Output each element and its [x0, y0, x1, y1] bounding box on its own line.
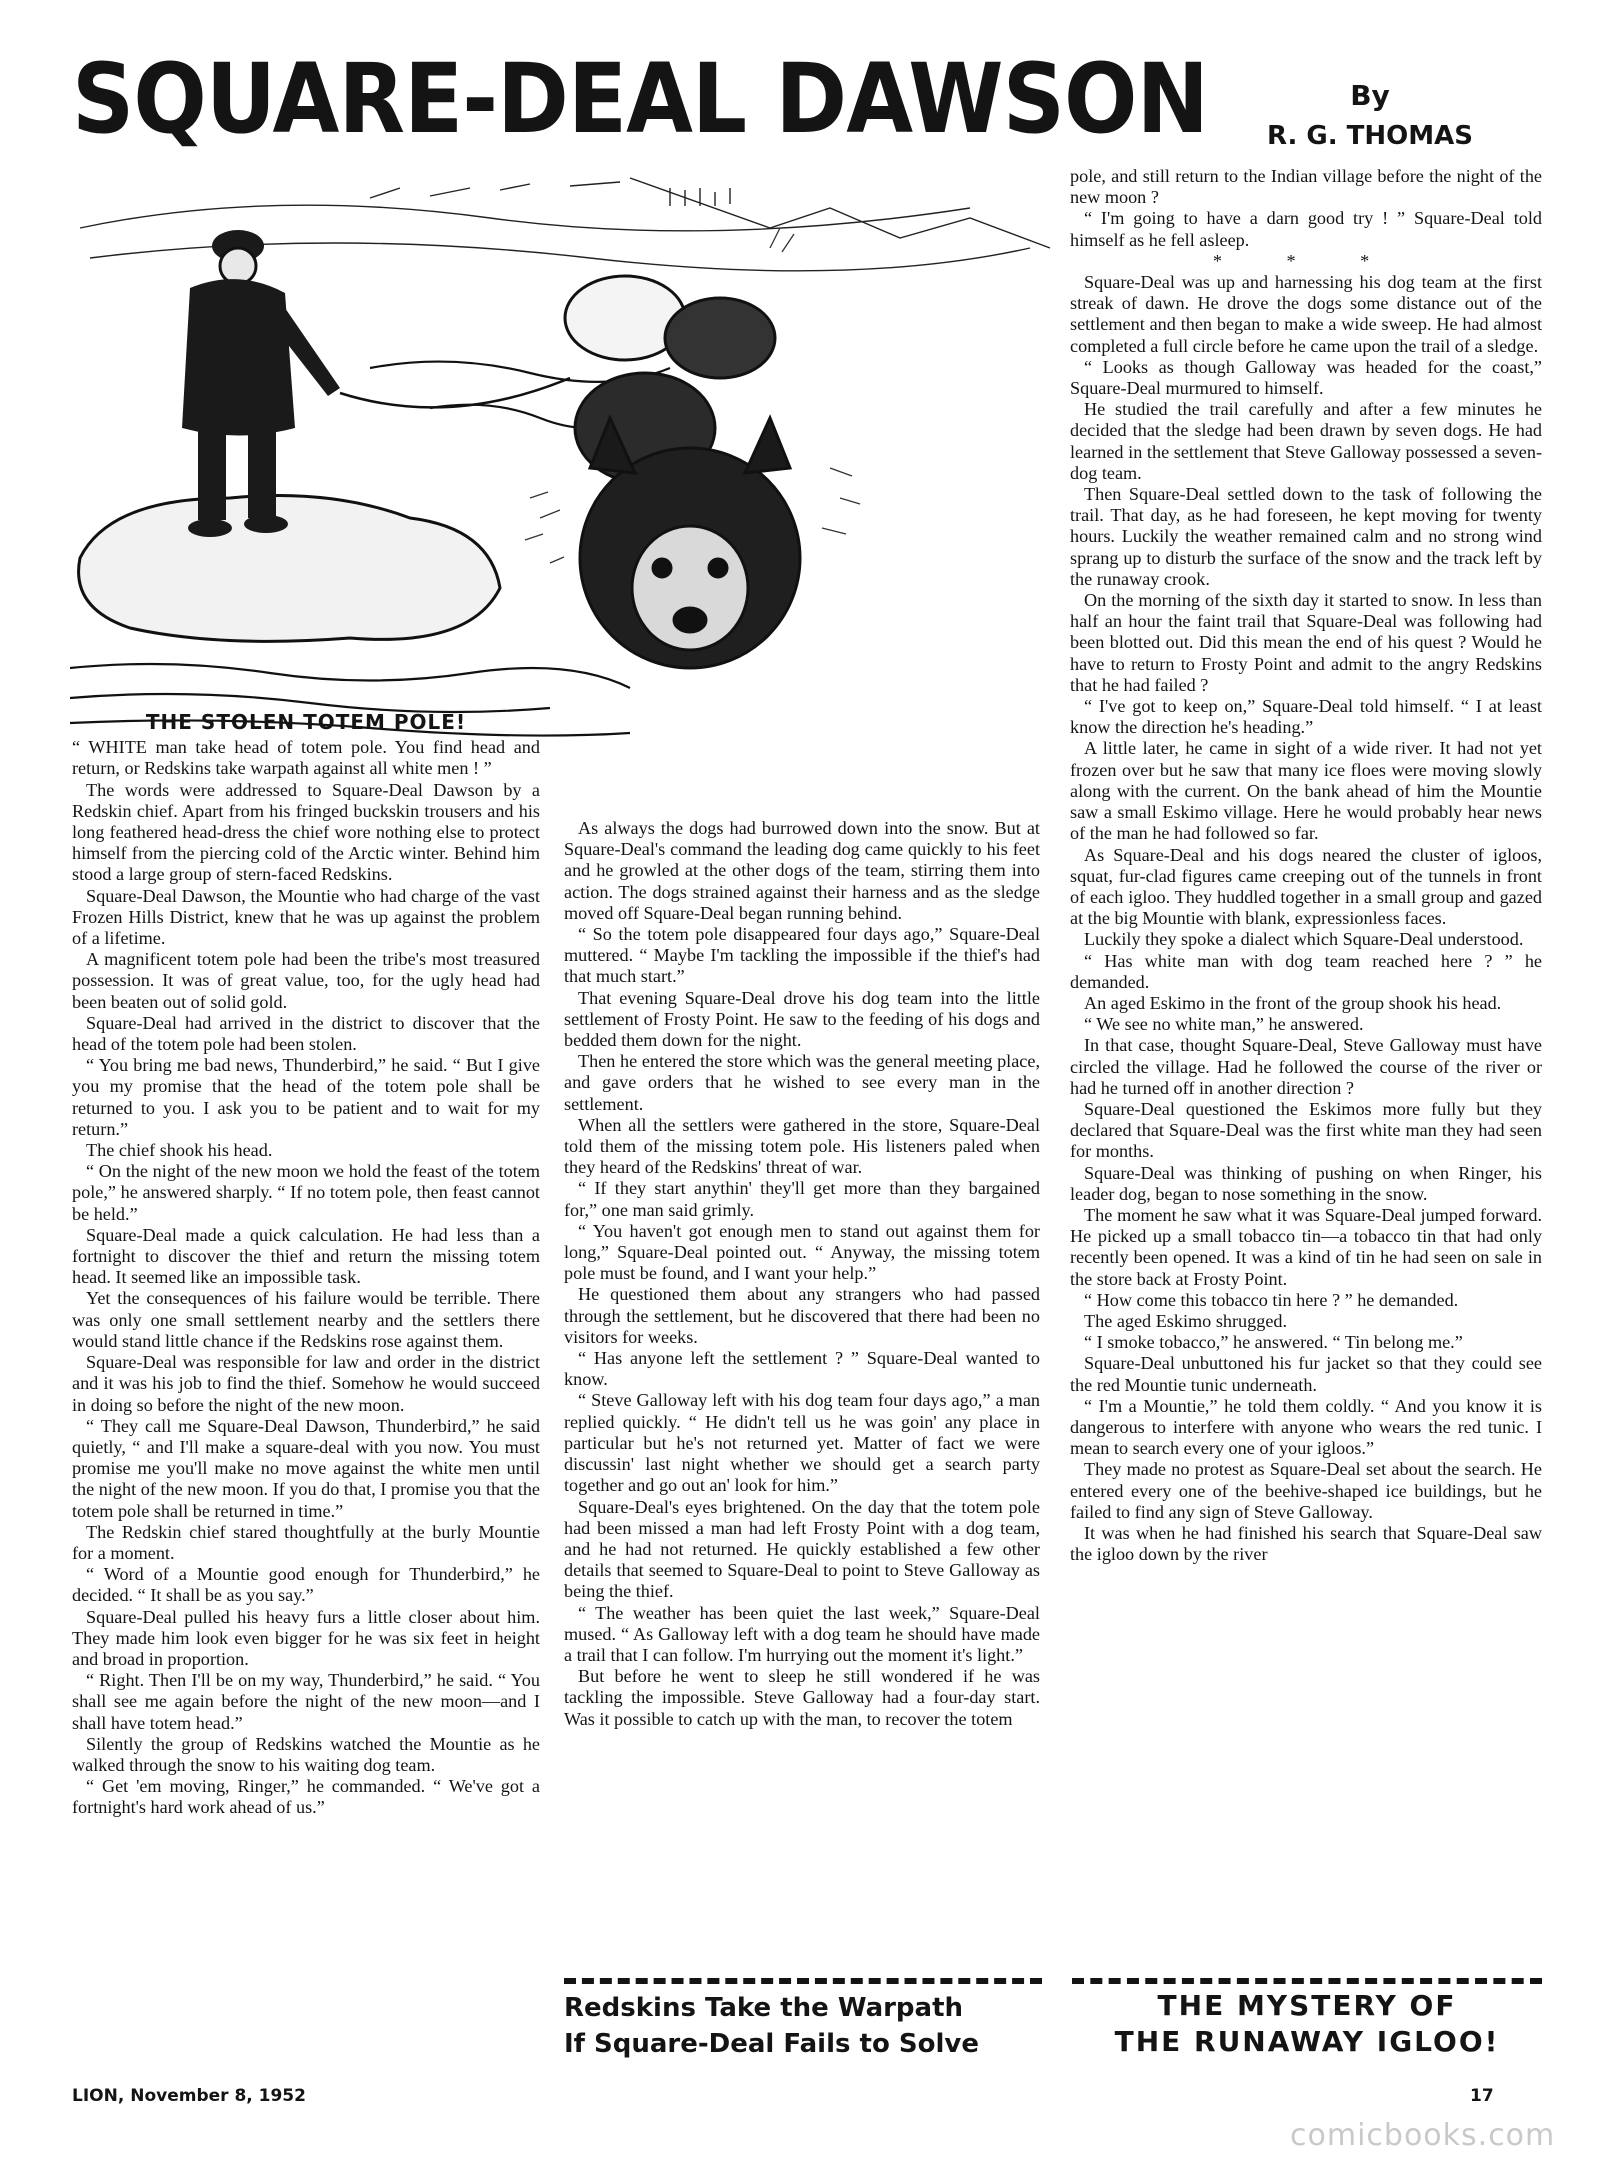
story-paragraph: “ They call me Square-Deal Dawson, Thunderbird,” he said quietly, “ and I'll make a square-deal with you now. You must promise me you'll make no move against the white men until the night of the new moon. If you do that, I promise you that the totem pole shall be returned in time.” [72, 1415, 540, 1521]
next-week-teaser [564, 1990, 1044, 2062]
story-paragraph: A magnificent totem pole had been the tribe's most treasured possession. It was of great value, too, for the ugly head had been beaten out of solid gold. [72, 949, 540, 1012]
story-paragraph: Square-Deal made a quick calculation. He had less than a fortnight to discover the thief and return the missing totem head. It seemed like an impossible task. [72, 1224, 540, 1288]
story-paragraph: He questioned them about any strangers who had passed through the settlement, but he discovered that there had been no visitors for weeks. [564, 1284, 1040, 1347]
story-paragraph: But before he went to sleep he still wondered if he was tackling the impossible. Steve Galloway had a four-day start. Was it possible to catch up with the man, to recover the totem [564, 1666, 1040, 1729]
story-paragraph: “ On the night of the new moon we hold the feast of the totem pole,” he answered sharply. “ If no totem pole, then feast cannot be held.” [72, 1161, 540, 1224]
byline-by: By [1350, 79, 1390, 112]
byline-author: R. G. THOMAS [1266, 121, 1474, 151]
story-paragraph: They made no protest as Square-Deal set about the search. He entered every one of the beehive-shaped ice buildings, but he failed to find any sign of Steve Galloway. [1070, 1459, 1542, 1522]
story-column-2 [564, 818, 1040, 1968]
story-paragraph: The moment he saw what it was Square-Deal jumped forward. He picked up a small tobacco tin—a tobacco tin that had only recently been opened. It was a kind of tin he had seen on sale in the store back at Frosty Point. [1070, 1204, 1542, 1289]
page-number: 17 [1470, 2086, 1494, 2106]
story-paragraph: “ I smoke tobacco,” he answered. “ Tin belong me.” [1084, 1332, 1463, 1353]
promo-divider-left [564, 1978, 1042, 1984]
story-paragraph: Square-Deal's eyes brightened. On the day that the totem pole had been missed a man had left Frosty Point with a dog team, and he had not returned. He quickly established a few other details that seemed to Square-Deal to point to Steve Galloway as being the thief. [564, 1496, 1040, 1602]
mountie-dog-team-illustration [70, 168, 1060, 738]
story-column-3 [1070, 166, 1542, 1969]
story-paragraph: “ Steve Galloway left with his dog team four days ago,” a man replied quickly. “ He didn't tell us he was goin' any place in particular but he's not returned yet. Matter of fact we were discussin' last night whether we should get a search party together and go out an' look for him.” [564, 1390, 1040, 1496]
story-paragraph: “ Word of a Mountie good enough for Thunderbird,” he decided. “ It shall be as you say.” [72, 1564, 540, 1606]
story-paragraph: “ I'm a Mountie,” he told them coldly. “ And you know it is dangerous to interfere with anyone who wears the red tunic. I mean to search every one of your igloos.” [1070, 1395, 1542, 1459]
chapter-title: THE STOLEN TOTEM POLE! [145, 710, 467, 734]
story-paragraph: Then he entered the store which was the general meeting place, and gave orders that he wished to see every man in the settlement. [564, 1051, 1040, 1114]
story-paragraph: “ You bring me bad news, Thunderbird,” he said. “ But I give you my promise that the head of the totem pole shall be returned to you. I ask you to be patient and to wait for my return.” [72, 1055, 540, 1139]
story-paragraph: “ Looks as though Galloway was headed for the coast,” Square-Deal murmured to himself. [1070, 356, 1542, 399]
teaser-line-2: If Square-Deal Fails to Solve [564, 2029, 979, 2059]
story-paragraph: “ We see no white man,” he answered. [1084, 1014, 1364, 1035]
story-paragraph: “ So the totem pole disappeared four days ago,” Square-Deal muttered. “ Maybe I'm tackling the impossible if the thief's had that much start.” [564, 924, 1040, 987]
byline [1250, 76, 1490, 156]
story-paragraph: As Square-Deal and his dogs neared the cluster of igloos, squat, fur-clad figures came creeping out of the tunnels in front of each igloo. They huddled together in a small group and gazed at the big Mountie with blank, expressionless faces. [1070, 844, 1542, 929]
next-title-line-1: THE MYSTERY OF [1157, 1989, 1457, 2022]
story-paragraph: He studied the trail carefully and after a few minutes he decided that the sledge had been drawn by seven dogs. He had learned in the settlement that Steve Galloway possessed a seven-dog team. [1070, 399, 1542, 483]
story-paragraph: Square-Deal had arrived in the district to discover that the head of the totem pole had been stolen. [72, 1012, 540, 1055]
story-paragraph: pole, and still return to the Indian village before the night of the new moon ? [1070, 166, 1542, 208]
story-paragraph: A little later, he came in sight of a wide river. It had not yet frozen over but he saw that many ice floes were moving slowly along with the current. On the bank ahead of him the Mountie saw a small Eskimo village. Here he would probably hear news of the man he had followed so far. [1070, 738, 1542, 844]
teaser-line-1: Redskins Take the Warpath [564, 1993, 964, 2023]
story-paragraph: “ Has anyone left the settlement ? ” Square-Deal wanted to know. [564, 1348, 1040, 1390]
story-paragraph: Square-Deal was up and harnessing his dog team at the first streak of dawn. He drove the dogs some distance out of the settlement and then began to make a wide sweep. He had almost completed a full circle before he came upon the trail of a sledge. [1070, 272, 1542, 356]
story-paragraph: “ The weather has been quiet the last week,” Square-Deal mused. “ As Galloway left with a dog team he should have made a trail that I can follow. I'm hurrying out the moment it's light.” [564, 1602, 1040, 1665]
story-paragraph: Luckily they spoke a dialect which Square-Deal understood. [1084, 929, 1524, 950]
promo-divider-right [1072, 1978, 1542, 1984]
story-paragraph: “ Right. Then I'll be on my way, Thunderbird,” he said. “ You shall see me again before the night of the new moon—and I shall have totem head.” [72, 1670, 540, 1733]
story-paragraph: “ I'm going to have a darn good try ! ” Square-Deal told himself as he fell asleep. [1070, 208, 1542, 250]
story-paragraph: In that case, thought Square-Deal, Steve Galloway must have circled the village. Had he followed the course of the river or had he turned off in another direction ? [1070, 1035, 1542, 1098]
story-paragraph: Square-Deal questioned the Eskimos more fully but they declared that Square-Deal was the first white man they had seen for months. [1070, 1098, 1542, 1162]
story-paragraph: The chief shook his head. [86, 1140, 273, 1161]
story-illustration [70, 168, 1060, 738]
story-paragraph: The words were addressed to Square-Deal Dawson by a Redskin chief. Apart from his fringed buckskin trousers and his long feathered head-dress the chief wore nothing else to protect himself from the piercing cold of the Arctic winter. Behind him stood a large group of stern-faced Redskins. [72, 779, 540, 885]
story-paragraph: An aged Eskimo in the front of the group shook his head. [1084, 992, 1502, 1013]
story-paragraph: That evening Square-Deal drove his dog team into the little settlement of Frosty Point. He saw to the feeding of his dogs and bedded them down for the night. [564, 987, 1040, 1051]
story-paragraph: The Redskin chief stared thoughtfully at the burly Mountie for a moment. [72, 1521, 540, 1563]
story-paragraph: Square-Deal was thinking of pushing on when Ringer, his leader dog, began to nose something in the snow. [1070, 1162, 1542, 1204]
story-paragraph: Square-Deal was responsible for law and order in the district and it was his job to find the thief. Somehow he would succeed in doing so before the night of the new moon. [72, 1352, 540, 1415]
story-paragraph: On the morning of the sixth day it started to snow. In less than half an hour the faint trail that Square-Deal was following had been blotted out. Did this mean the end of his quest ? Would he have to return to Frosty Point and admit to the angry Redskins that he had failed ? [1070, 590, 1542, 695]
issue-date: LION, November 8, 1952 [72, 2086, 306, 2106]
story-paragraph: Square-Deal pulled his heavy furs a little closer about him. They made him look even bigger for he was six feet in height and broad in proportion. [72, 1606, 540, 1669]
watermark: comicbooks.com [1290, 2118, 1556, 2153]
story-paragraph: Then Square-Deal settled down to the task of following the trail. That day, as he had foreseen, he kept moving for twenty hours. Luckily the weather remained calm and no strong wind sprang up to disturb the surface of the snow and the track left by the runaway crook. [1070, 484, 1542, 589]
story-paragraph: “ Get 'em moving, Ringer,” he commanded. “ We've got a fortnight's hard work ahead of us.” [72, 1776, 540, 1818]
story-paragraph: The aged Eskimo shrugged. [1084, 1310, 1288, 1331]
story-paragraph: As always the dogs had burrowed down into the snow. But at Square-Deal's command the leading dog came quickly to his feet and he growled at the other dogs of the team, stirring them into action. The dogs strained against their harness and as the sledge moved off Square-Deal began running behind. [564, 818, 1040, 923]
story-paragraph: When all the settlers were gathered in the store, Square-Deal told them of the missing totem pole. His listeners paled when they heard of the Redskins' threat of war. [564, 1114, 1040, 1178]
story-column-1 [72, 708, 540, 2060]
next-title-line-2: THE RUNAWAY IGLOO! [1114, 2025, 1500, 2058]
story-paragraph: Yet the consequences of his failure would be terrible. There was only one small settlement nearby and the settlers there would stand little chance if the Redskins rose against them. [72, 1288, 540, 1351]
next-week-title [1072, 1988, 1542, 2060]
story-paragraph: It was when he had finished his search that Square-Deal saw the igloo down by the river [1070, 1523, 1542, 1565]
story-paragraph: “ How come this tobacco tin here ? ” he demanded. [1084, 1289, 1459, 1310]
story-paragraph: Silently the group of Redskins watched the Mountie as he walked through the snow to his waiting dog team. [72, 1733, 540, 1775]
story-title: SQUARE-DEAL DAWSON [72, 43, 1208, 155]
section-break-stars: * * * [1212, 250, 1400, 271]
story-paragraph: Square-Deal Dawson, the Mountie who had charge of the vast Frozen Hills District, knew that he was up against the problem of a lifetime. [72, 885, 540, 949]
story-paragraph: Square-Deal unbuttoned his fur jacket so that they could see the red Mountie tunic underneath. [1070, 1353, 1542, 1395]
story-paragraph: “ If they start anythin' they'll get more than they bargained for,” one man said grimly. [564, 1178, 1040, 1220]
story-paragraph: “ You haven't got enough men to stand out against them for long,” Square-Deal pointed out. “ Anyway, the missing totem pole must be found, and I want your help.” [564, 1220, 1040, 1284]
story-paragraph: “ I've got to keep on,” Square-Deal told himself. “ I at least know the direction he's heading.” [1070, 696, 1542, 738]
story-paragraph: “ Has white man with dog team reached here ? ” he demanded. [1070, 950, 1542, 992]
story-paragraph: “ WHITE man take head of totem pole. You find head and return, or Redskins take warpath against all white men ! ” [72, 737, 540, 779]
